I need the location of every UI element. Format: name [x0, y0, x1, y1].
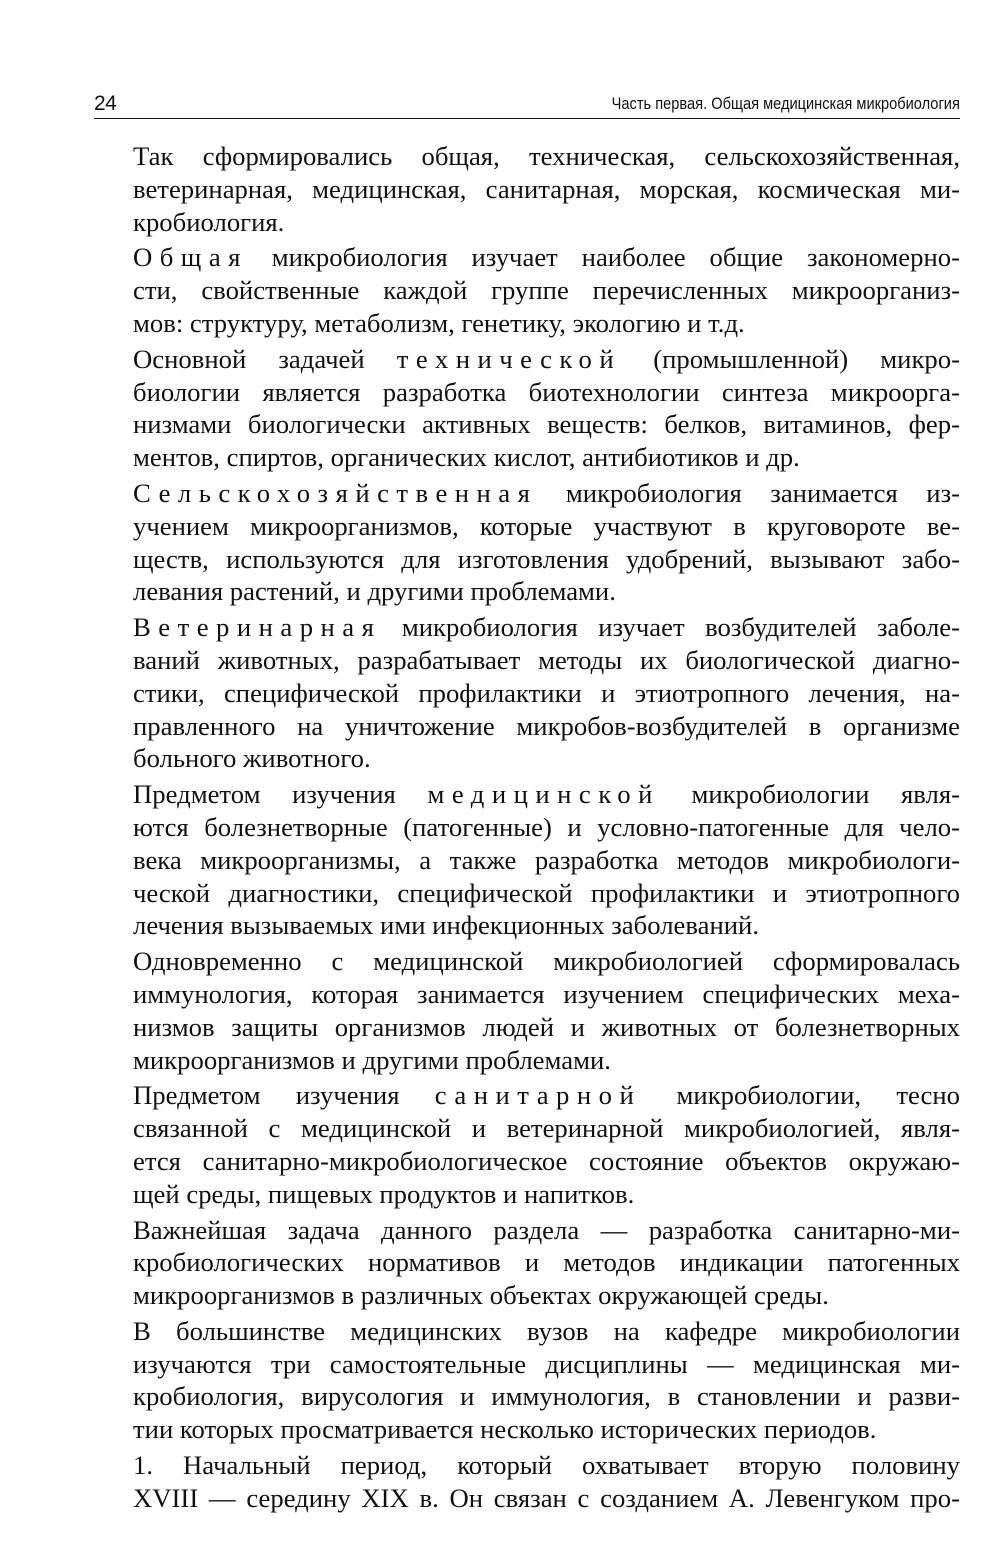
- text-segment: микробиология изучает наиболее общие закономерно-: [247, 242, 960, 273]
- text-segment: низмами биологически активных веществ: белков, витаминов, фер-: [133, 409, 960, 440]
- text-line: [94, 978, 960, 1011]
- paragraph: [94, 477, 960, 608]
- text-segment: больного животного.: [133, 743, 371, 774]
- page-number: 24: [94, 92, 117, 115]
- text-segment: 1. Начальный период, который охватывает вторую половину: [133, 1450, 960, 1481]
- text-segment: микроорганизмов в различных объектах окружающей среды.: [133, 1280, 829, 1311]
- paragraph: [94, 945, 960, 1076]
- text-line: [94, 1380, 960, 1413]
- text-line: [94, 844, 960, 877]
- text-segment: ветеринарная, медицинская, санитарная, морская, космическая ми-: [133, 173, 960, 204]
- text-segment: микробиология изучает возбудителей заболе-: [381, 612, 960, 643]
- text-segment: связанной с медицинской и ветеринарной микробиологией, явля-: [133, 1113, 960, 1144]
- text-line: [94, 376, 960, 409]
- text-line: [94, 241, 960, 274]
- text-segment: тии которых просматривается несколько исторических периодов.: [133, 1414, 877, 1445]
- text-segment: микробиологии, тесно: [641, 1080, 960, 1111]
- text-segment: сти, свойственные каждой группе перечисленных микроорганиз-: [133, 275, 960, 306]
- text-line: [94, 1044, 960, 1077]
- text-line: [94, 510, 960, 543]
- text-segment: щей среды, пищевых продуктов и напитков.: [133, 1178, 635, 1209]
- text-segment: стики, специфической профилактики и этиотропного лечения, на-: [133, 677, 960, 708]
- paragraph: [94, 1315, 960, 1446]
- text-line: [94, 677, 960, 710]
- text-segment: изучаются три самостоятельные дисциплины — медицинская ми-: [133, 1348, 960, 1379]
- text-segment: правленного на уничтожение микробов-возбудителей в организме: [133, 710, 960, 741]
- text-line: [94, 1145, 960, 1178]
- text-line: [94, 1112, 960, 1145]
- emphasized-term: медицинской: [427, 779, 660, 810]
- text-segment: биологии является разработка биотехнологии синтеза микроорга-: [133, 376, 960, 407]
- running-header: [94, 88, 960, 119]
- text-line: [94, 274, 960, 307]
- text-line: [94, 1214, 960, 1247]
- text-segment: микробиология занимается из-: [537, 477, 960, 508]
- body-text: [94, 140, 960, 1518]
- text-line: [94, 173, 960, 206]
- text-line: [94, 140, 960, 173]
- text-segment: Основной задачей: [133, 343, 397, 374]
- emphasized-term: технической: [396, 343, 622, 374]
- text-segment: Одновременно с медицинской микробиологией сформировалась: [133, 946, 960, 977]
- text-line: [94, 611, 960, 644]
- text-segment: (промышленной) микро-: [621, 343, 961, 374]
- text-line: [94, 1279, 960, 1312]
- text-segment: кробиология, вирусология и иммунология, в становлении и разви-: [133, 1381, 960, 1412]
- text-line: [94, 1348, 960, 1381]
- text-line: [94, 1178, 960, 1211]
- paragraph: [94, 611, 960, 775]
- paragraph: [94, 343, 960, 474]
- text-segment: лечения вызываемых ими инфекционных заболеваний.: [133, 910, 759, 941]
- text-line: [94, 408, 960, 441]
- text-line: [94, 1315, 960, 1348]
- text-line: [94, 742, 960, 775]
- text-line: [94, 1482, 960, 1515]
- text-segment: кробиологических нормативов и методов индикации патогенных: [133, 1247, 960, 1278]
- text-segment: ваний животных, разрабатывает методы их биологической диагно-: [133, 644, 960, 675]
- text-segment: ческой диагностики, специфической профилактики и этиотропного: [133, 877, 960, 908]
- text-line: [94, 909, 960, 942]
- text-segment: ется санитарно-микробиологическое состояние объектов окружаю-: [133, 1145, 960, 1176]
- text-line: [94, 644, 960, 677]
- text-segment: ментов, спиртов, органических кислот, антибиотиков и др.: [133, 442, 800, 473]
- text-segment: левания растений, и другими проблемами.: [133, 576, 616, 607]
- text-segment: Предметом изучения: [133, 1080, 435, 1111]
- text-line: [94, 343, 960, 376]
- text-line: [94, 811, 960, 844]
- running-title: Часть первая. Общая медицинская микробиология: [611, 94, 960, 113]
- text-segment: Так сформировались общая, техническая, сельскохозяйственная,: [133, 141, 960, 171]
- text-segment: учением микроорганизмов, которые участвуют в круговороте ве-: [133, 510, 960, 541]
- text-segment: кробиология.: [133, 206, 285, 237]
- text-line: [94, 1246, 960, 1279]
- text-line: [94, 1011, 960, 1044]
- text-segment: века микроорганизмы, а также разработка методов микробиологи-: [133, 844, 960, 875]
- paragraph: [94, 241, 960, 339]
- text-segment: Важнейшая задача данного раздела — разработка санитарно-ми-: [133, 1214, 960, 1245]
- paragraph: [94, 1449, 960, 1515]
- text-line: [94, 441, 960, 474]
- emphasized-term: Ветеринарная: [133, 612, 382, 643]
- text-line: [94, 778, 960, 811]
- emphasized-term: Общая: [133, 242, 248, 273]
- text-segment: микробиологии явля-: [659, 779, 960, 810]
- emphasized-term: санитарной: [434, 1080, 642, 1111]
- text-segment: В большинстве медицинских вузов на кафедре микробиологии: [133, 1315, 960, 1346]
- paragraph: [94, 778, 960, 942]
- text-segment: мов: структуру, метаболизм, генетику, экологию и т.д.: [133, 307, 745, 338]
- text-line: [94, 477, 960, 510]
- text-line: [94, 543, 960, 576]
- text-line: [94, 945, 960, 978]
- text-line: [94, 307, 960, 340]
- text-segment: ются болезнетворные (патогенные) и условно-патогенные для чело-: [133, 811, 960, 842]
- text-segment: иммунология, которая занимается изучением специфических меха-: [133, 978, 960, 1009]
- text-line: [94, 1413, 960, 1446]
- text-segment: ществ, используются для изготовления удобрений, вызывают забо-: [133, 543, 960, 574]
- emphasized-term: Сельскохозяйственная: [133, 477, 538, 508]
- text-segment: XVIII — середину XIX в. Он связан с созданием А. Левенгуком про-: [133, 1482, 960, 1513]
- text-line: [94, 710, 960, 743]
- text-segment: Предметом изучения: [133, 779, 428, 810]
- text-line: [94, 877, 960, 910]
- text-line: [94, 1449, 960, 1482]
- text-line: [94, 206, 960, 239]
- text-segment: микроорганизмов и другими проблемами.: [133, 1044, 611, 1075]
- text-line: [94, 575, 960, 608]
- text-segment: низмов защиты организмов людей и животных от болезнетворных: [133, 1011, 960, 1042]
- paragraph: [94, 140, 960, 238]
- paragraph: [94, 1079, 960, 1210]
- text-line: [94, 1079, 960, 1112]
- paragraph: [94, 1214, 960, 1312]
